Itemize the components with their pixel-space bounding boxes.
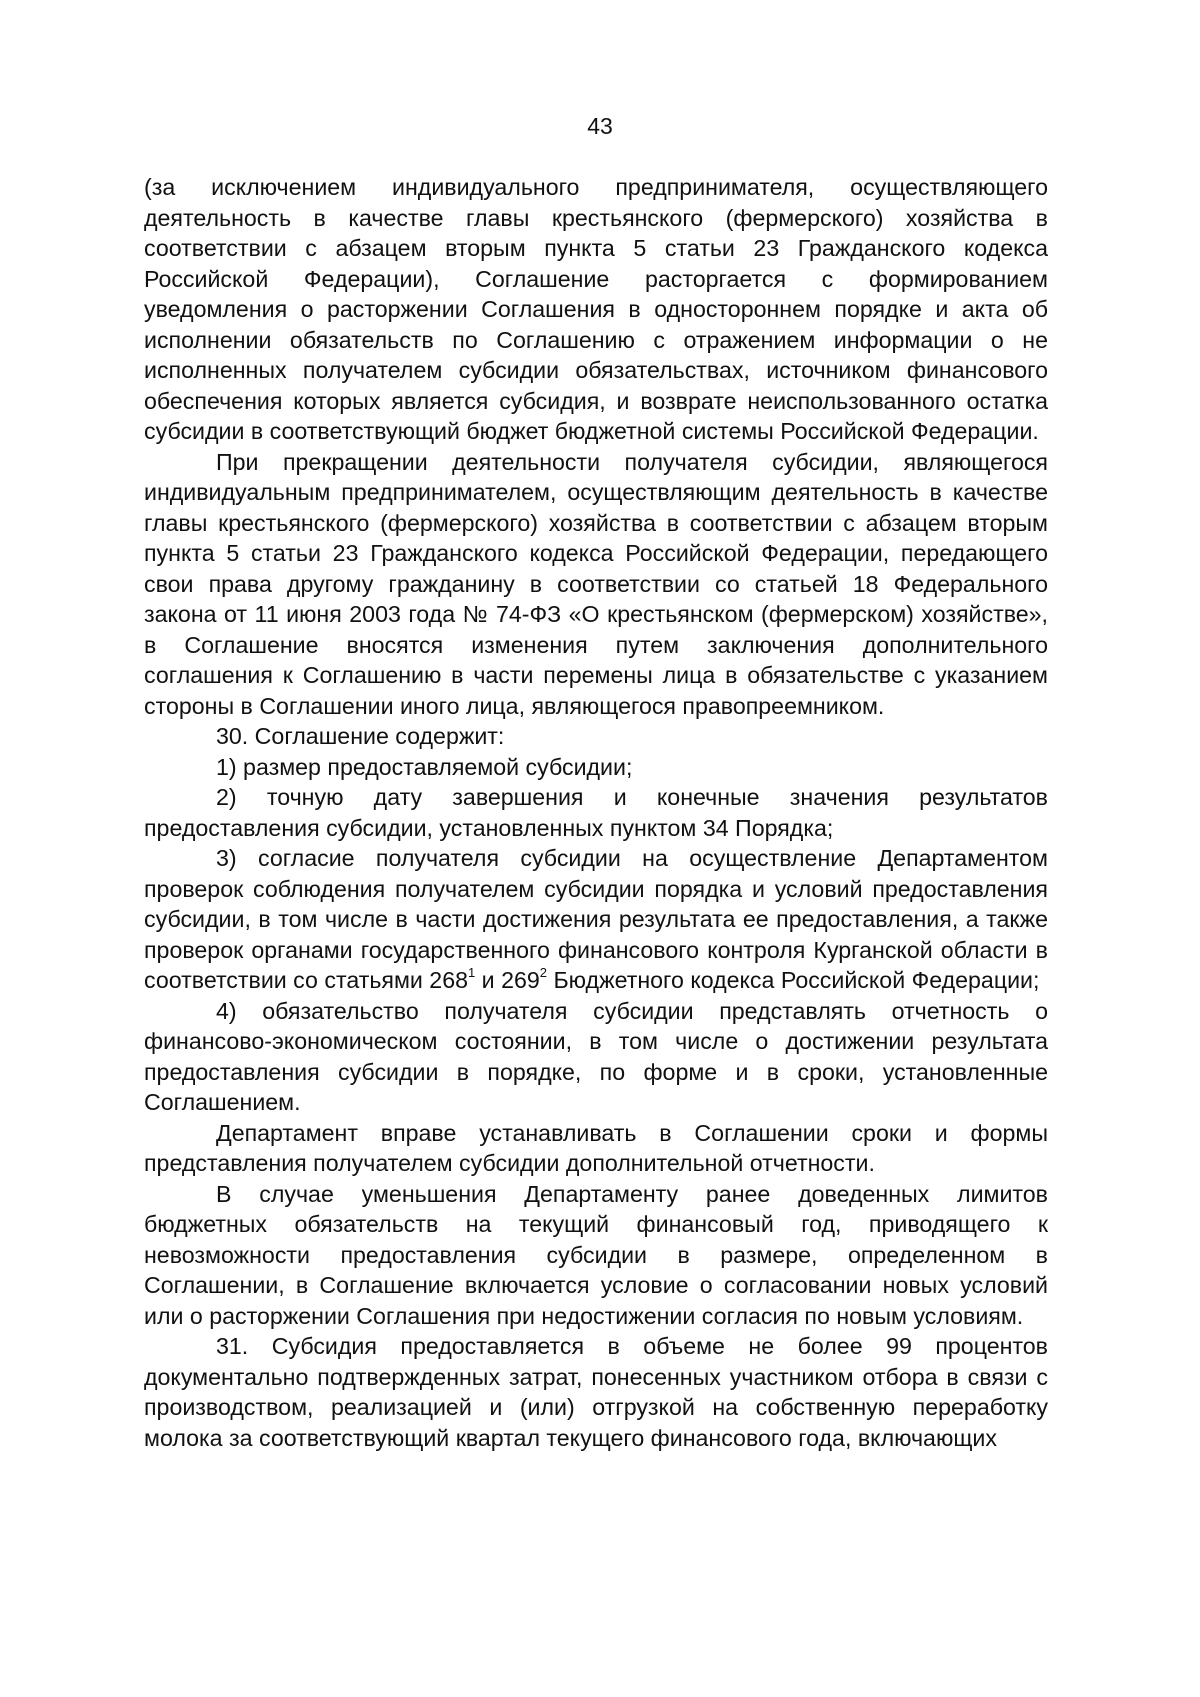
paragraph-30-heading: 30. Соглашение содержит: (216, 723, 505, 749)
paragraph-additional-reporting: Департамент вправе устанавливать в Соглашении сроки и формы представления получателем субсидии дополнительной отчетности. (144, 1119, 1048, 1176)
superscript-2: 2 (539, 965, 547, 981)
paragraph-30-item-3-text-b: и 269 (475, 967, 540, 993)
paragraph-30-item-3-text-a: 3) согласие получателя субсидии на осуществление Департаментом проверок соблюдения получателем субсидии порядка и условий предоставления субсидии, в том числе в части достижения результата ее предоставления, а также проверок органами государственного финансового контроля Курганской области в соответствии со статьями 268 (144, 845, 1048, 993)
page-number: 43 (587, 113, 613, 139)
paragraph-termination-continued: (за исключением индивидуального предпринимателя, осуществляющего деятельность в качестве главы крестьянского (фермерского) хозяйства в соответствии с абзацем вторым пункта 5 статьи 23 Гражданского кодекса Российской Федерации), Соглашение расторгается с формированием уведомления о расторжении Соглашения в одностороннем порядке и акта об исполнении обязательств по Соглашению с отражением информации о не исполненных получателем субсидии обязательствах, источником финансового обеспечения которых является субсидия, и возврате неиспользованного остатка субсидии в соответствующий бюджет бюджетной системы Российской Федерации. (144, 174, 1048, 444)
superscript-1: 1 (468, 965, 476, 981)
document-body (144, 172, 1048, 1453)
paragraph-30-item-3 (144, 843, 1048, 996)
paragraph-limit-reduction: В случае уменьшения Департаменту ранее доведенных лимитов бюджетных обязательств на текущий финансовый год, приводящего к невозможности предоставления субсидии в размере, определенном в Соглашении, в Соглашение включается условие о согласовании новых условий или о расторжении Соглашения при недостижении согласия по новым условиям. (144, 1180, 1048, 1329)
paragraph-termination-ip: При прекращении деятельности получателя субсидии, являющегося индивидуальным предпринимателем, осуществляющим деятельность в качестве главы крестьянского (фермерского) хозяйства в соответствии с абзацем вторым пункта 5 статьи 23 Гражданского кодекса Российской Федерации, передающего свои права другому гражданину в соответствии со статьей 18 Федерального закона от 11 июня 2003 года № 74-ФЗ «О крестьянском (фермерском) хозяйстве», в Соглашение вносятся изменения путем заключения дополнительного соглашения к Соглашению в части перемены лица в обязательстве с указанием стороны в Соглашении иного лица, являющегося правопреемником. (144, 448, 1048, 719)
paragraph-31: 31. Субсидия предоставляется в объеме не более 99 процентов документально подтвержденных затрат, понесенных участником отбора в связи с производством, реализацией и (или) отгрузкой на собственную переработку молока за соответствующий квартал текущего финансового года, включающих (144, 1333, 1048, 1451)
paragraph-30-item-3-text-c: Бюджетного кодекса Российской Федерации; (547, 967, 1040, 993)
paragraph-30-item-1: 1) размер предоставляемой субсидии; (216, 753, 633, 780)
paragraph-30-item-4: 4) обязательство получателя субсидии представлять отчетность о финансово-экономическом состоянии, в том числе о достижении результата предоставления субсидии в порядке, по форме и в сроки, установленные Соглашением. (144, 997, 1048, 1115)
paragraph-30-item-2: 2) точную дату завершения и конечные значения результатов предоставления субсидии, установленных пунктом 34 Порядка; (144, 784, 1048, 841)
